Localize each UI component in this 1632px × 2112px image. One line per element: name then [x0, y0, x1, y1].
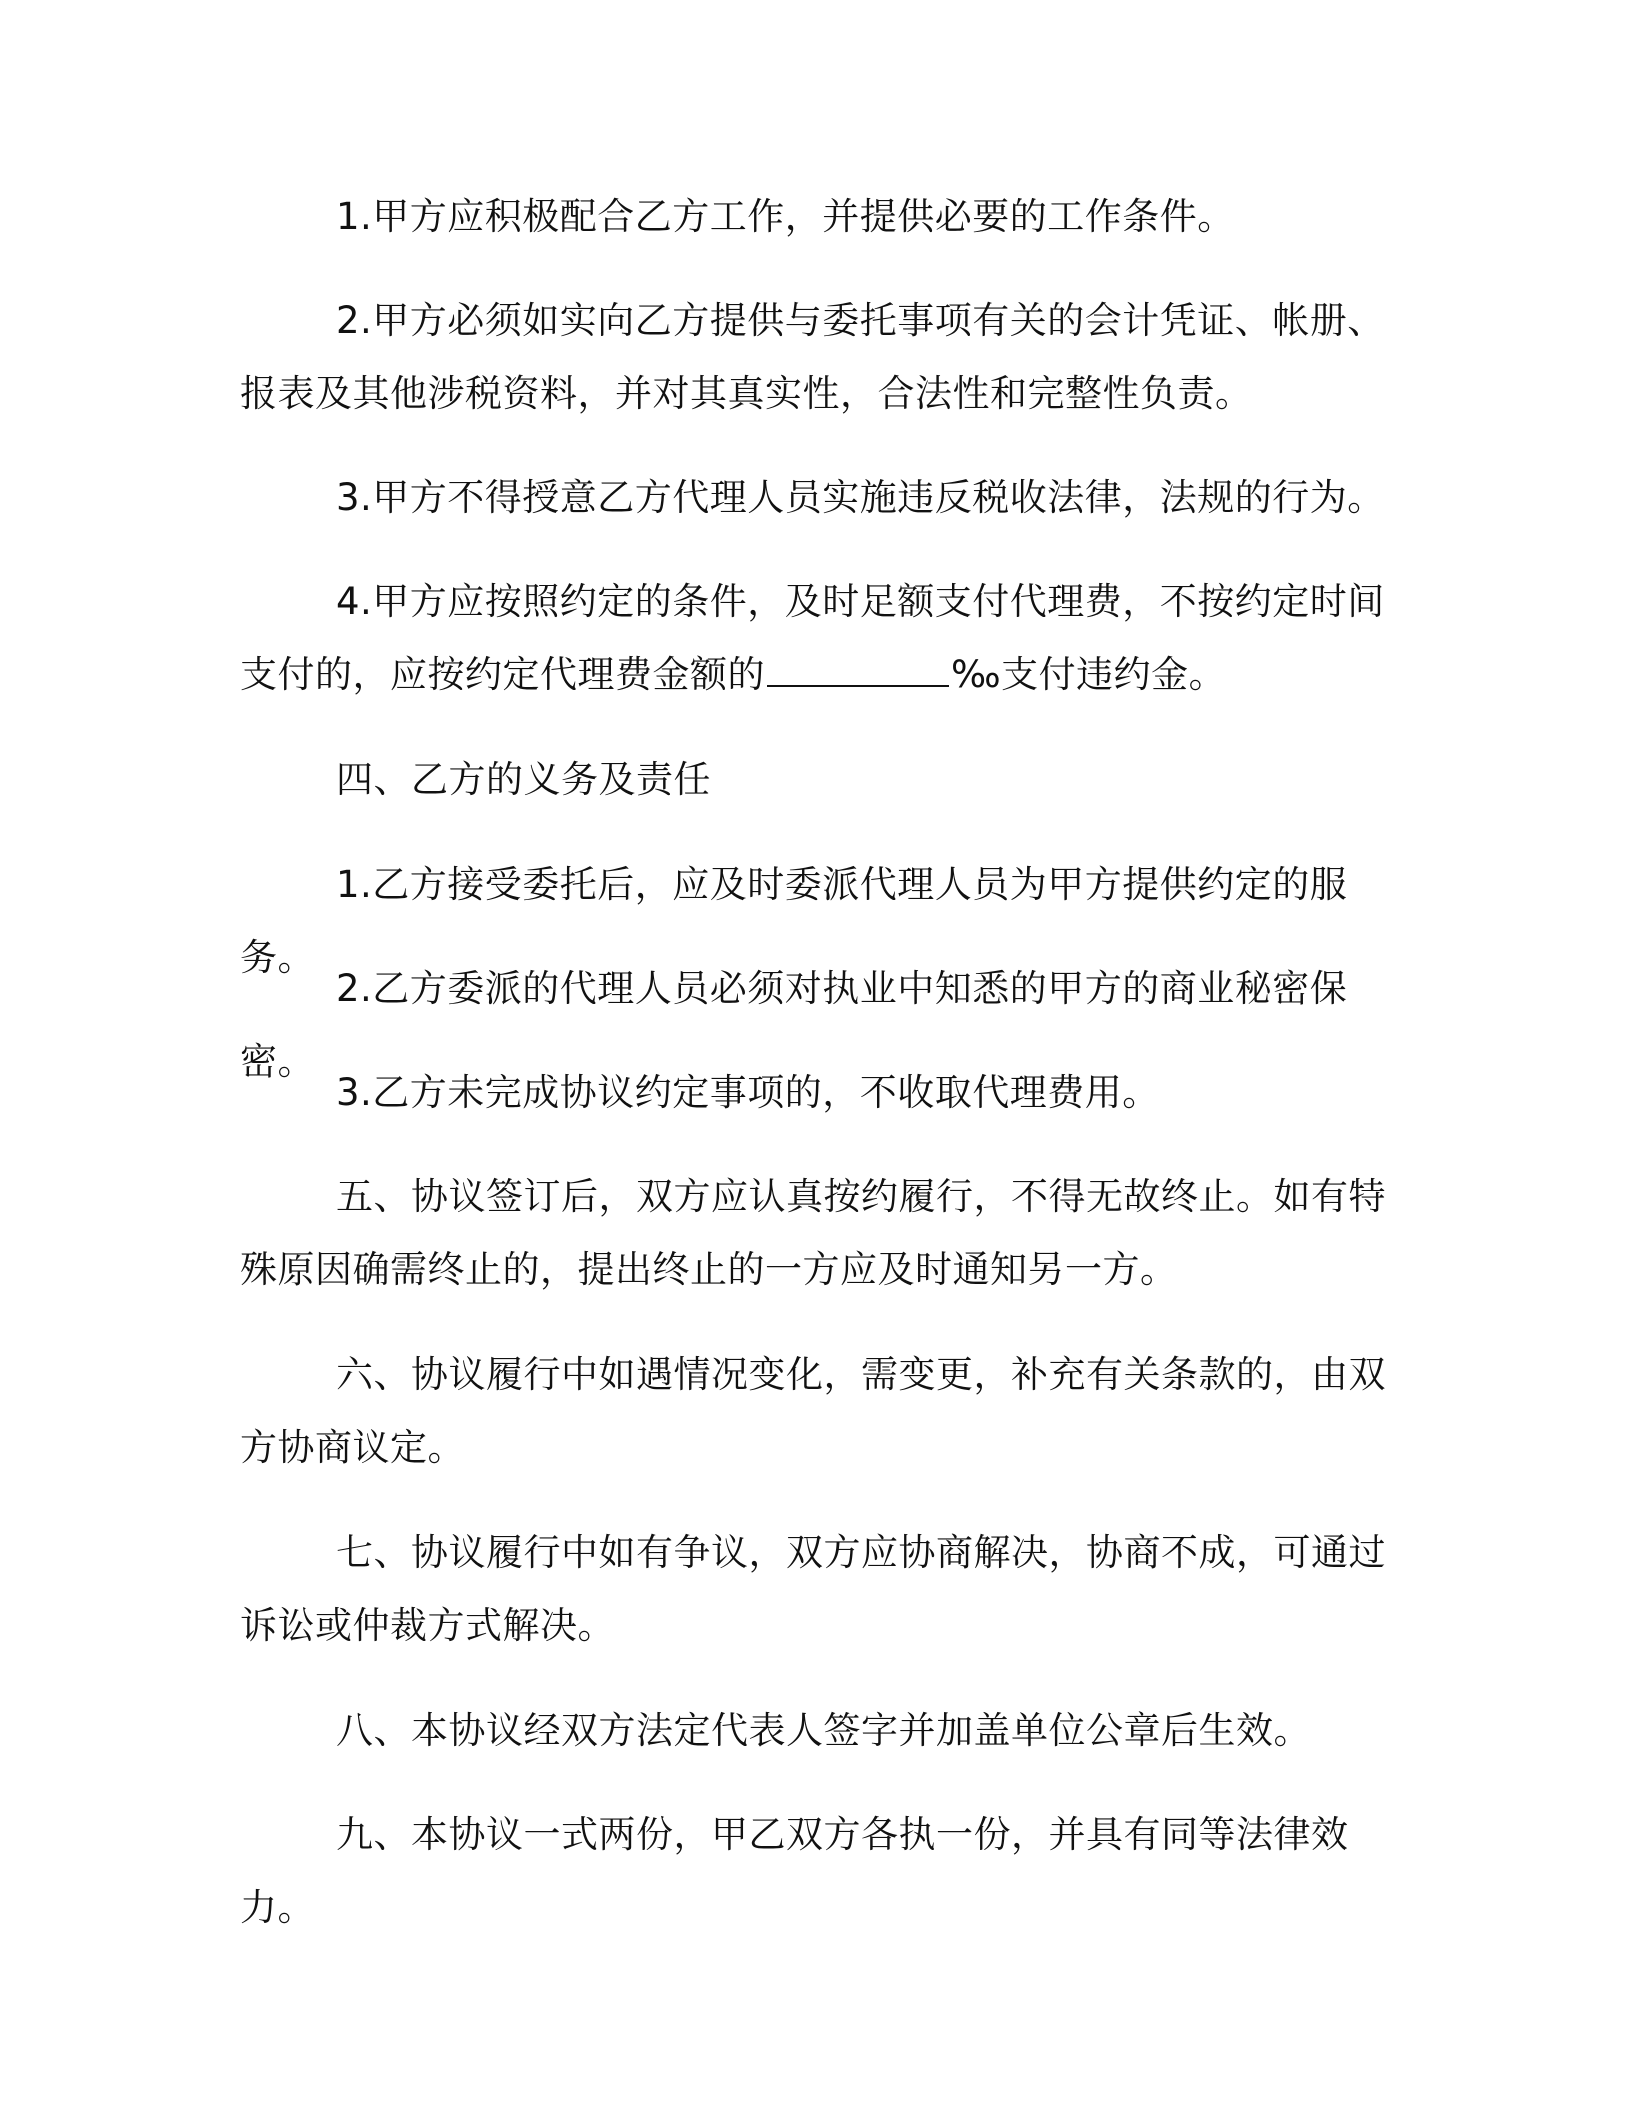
section-heading-4: 四、乙方的义务及责任	[336, 758, 711, 801]
clause-party-b-1: 1.乙方接受委托后，应及时委派代理人员为甲方提供约定的服务。	[240, 863, 1348, 979]
clause-party-a-4	[240, 565, 1420, 711]
clause-party-a-4-tail: ‰支付违约金。	[951, 653, 1227, 696]
section-8: 八、本协议经双方法定代表人签字并加盖单位公章后生效。	[336, 1709, 1311, 1752]
section-5: 五、协议签订后，双方应认真按约履行，不得无故终止。如有特殊原因确需终止的，提出终止的一方应及时通知另一方。	[240, 1175, 1386, 1291]
fill-in-blank	[767, 655, 949, 687]
clause-party-a-2: 2.甲方必须如实向乙方提供与委托事项有关的会计凭证、帐册、报表及其他涉税资料，并对其真实性，合法性和完整性负责。	[240, 299, 1385, 415]
section-9: 九、本协议一式两份，甲乙双方各执一份，并具有同等法律效力。	[240, 1813, 1349, 1929]
section-6: 六、协议履行中如遇情况变化，需变更，补充有关条款的，由双方协商议定。	[240, 1353, 1386, 1469]
clause-party-b-2: 2.乙方委派的代理人员必须对执业中知悉的甲方的商业秘密保密。	[240, 967, 1348, 1083]
clause-party-a-4-text: 4.甲方应按照约定的条件，及时足额支付代理费，不按约定时间支付的，应按约定代理费金额的	[240, 580, 1385, 696]
clause-party-a-1: 1.甲方应积极配合乙方工作，并提供必要的工作条件。	[336, 195, 1235, 238]
clause-party-b-3: 3.乙方未完成协议约定事项的，不收取代理费用。	[336, 1071, 1160, 1114]
section-7: 七、协议履行中如有争议，双方应协商解决，协商不成，可通过诉讼或仲裁方式解决。	[240, 1531, 1386, 1647]
clause-party-a-3: 3.甲方不得授意乙方代理人员实施违反税收法律，法规的行为。	[336, 476, 1385, 519]
